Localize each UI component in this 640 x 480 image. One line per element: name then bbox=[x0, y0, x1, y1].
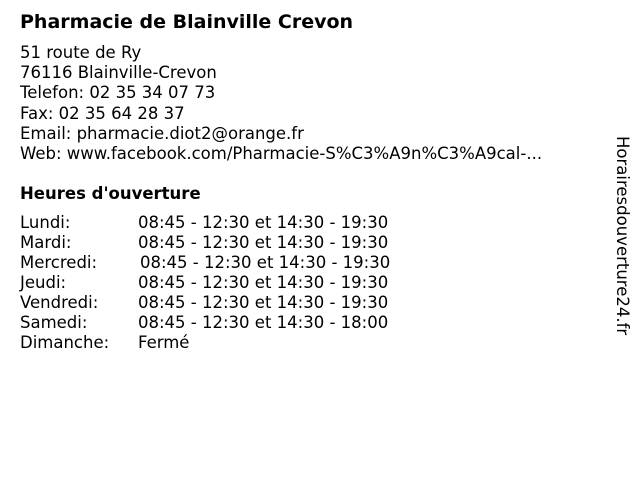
hours-time: 08:45 - 12:30 et 14:30 - 19:30 bbox=[138, 293, 389, 312]
web-line: Web: www.facebook.com/Pharmacie-S%C3%A9n%C3%A9cal-... bbox=[20, 144, 543, 164]
hours-time: 08:45 - 12:30 et 14:30 - 19:30 bbox=[138, 233, 389, 252]
hours-day: Lundi: bbox=[20, 213, 71, 232]
hours-day: Jeudi: bbox=[20, 273, 67, 292]
hours-day: Dimanche: bbox=[20, 333, 110, 352]
hours-time: 08:45 - 12:30 et 14:30 - 19:30 bbox=[138, 273, 389, 292]
site-watermark: Horairesdouverture24.fr bbox=[613, 136, 632, 336]
hours-day: Mardi: bbox=[20, 233, 72, 252]
address-street: 51 route de Ry bbox=[20, 43, 142, 62]
phone-line: Telefon: 02 35 34 07 73 bbox=[20, 83, 216, 103]
hours-day: Mercredi: bbox=[20, 253, 98, 272]
hours-time: Fermé bbox=[138, 333, 190, 352]
contact-info bbox=[20, 43, 542, 164]
fax-line: Fax: 02 35 64 28 37 bbox=[20, 103, 185, 123]
page-title: Pharmacie de Blainville Crevon bbox=[20, 11, 354, 33]
hours-time: 08:45 - 12:30 et 14:30 - 19:30 bbox=[138, 213, 389, 232]
address-city: 76116 Blainville-Crevon bbox=[20, 63, 217, 83]
hours-time: 08:45 - 12:30 et 14:30 - 18:00 bbox=[138, 313, 389, 332]
email-line: Email: pharmacie.diot2@orange.fr bbox=[20, 123, 304, 143]
hours-day: Samedi: bbox=[20, 313, 88, 332]
hours-heading: Heures d'ouverture bbox=[20, 184, 201, 203]
hours-time: 08:45 - 12:30 et 14:30 - 19:30 bbox=[140, 253, 391, 272]
hours-day: Vendredi: bbox=[20, 293, 99, 312]
